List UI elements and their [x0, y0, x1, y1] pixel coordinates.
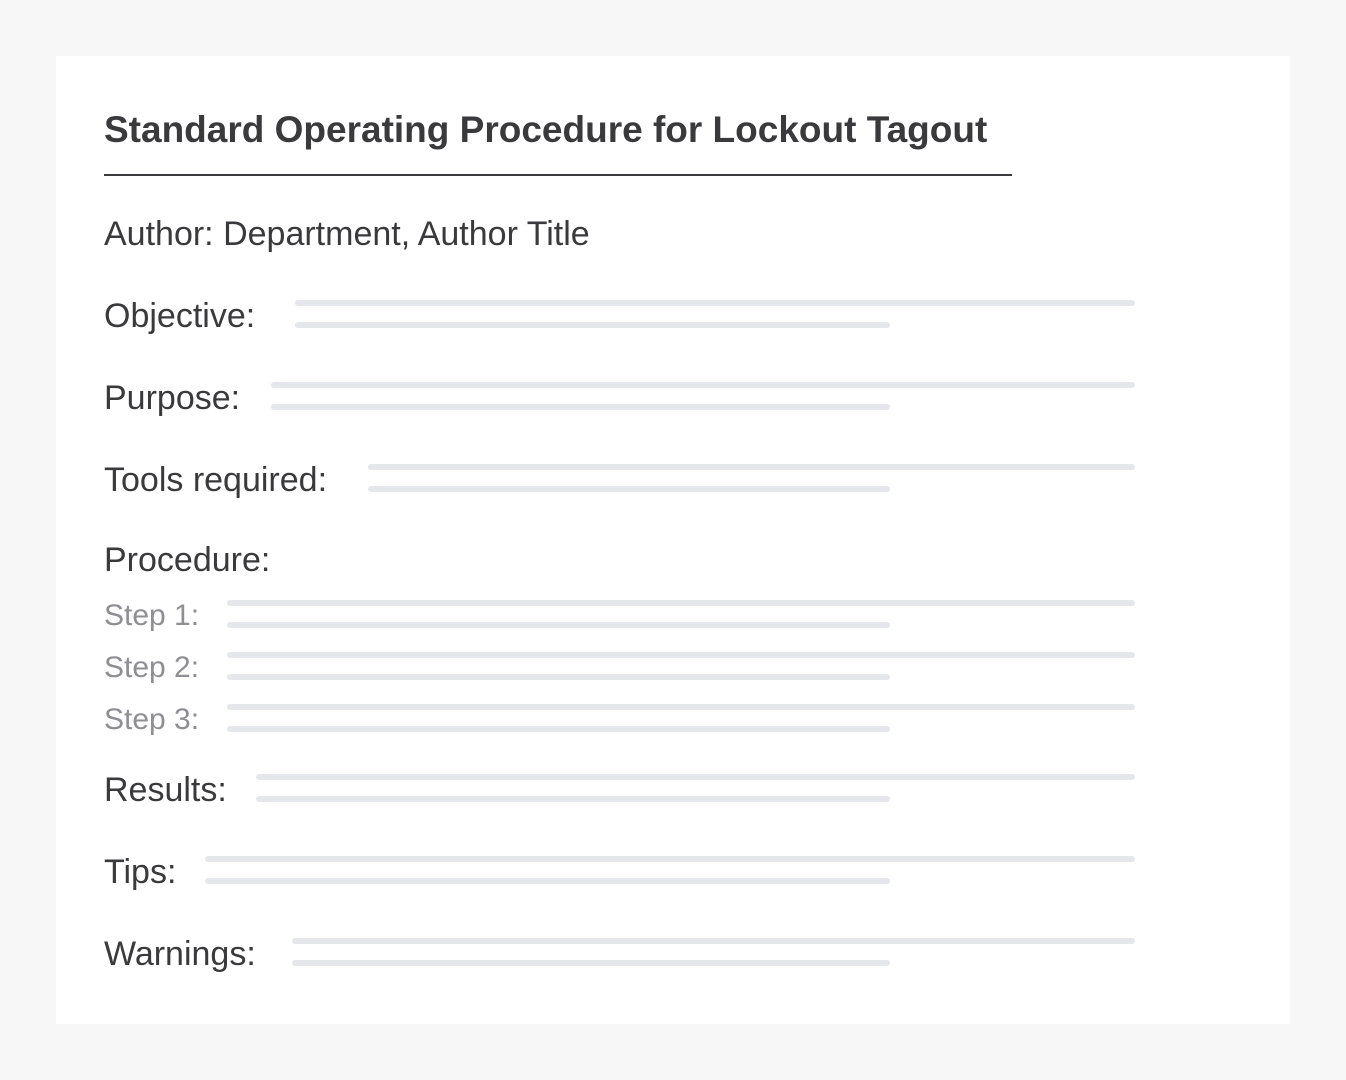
step-2-placeholder-line-2	[227, 674, 890, 680]
objective-placeholder-line-2	[295, 322, 890, 328]
step-3-label: Step 3:	[104, 703, 200, 736]
step-1-placeholder-line-1	[227, 600, 1135, 606]
document-card	[56, 56, 1290, 1024]
objective-label: Objective:	[104, 297, 256, 335]
tools-label: Tools required:	[104, 461, 328, 499]
objective-row	[104, 294, 1144, 334]
step-2-placeholder-line-1	[227, 652, 1135, 658]
purpose-row	[104, 376, 1144, 416]
tools-placeholder-line-1	[368, 464, 1135, 470]
procedure-heading: Procedure:	[104, 541, 271, 579]
results-placeholder-line-1	[256, 774, 1135, 780]
step-3-row	[104, 700, 1144, 740]
tools-placeholder-line-2	[368, 486, 890, 492]
warnings-placeholder-line-1	[292, 938, 1135, 944]
step-3-placeholder-line-1	[227, 704, 1135, 710]
step-3-placeholder-line-2	[227, 726, 890, 732]
tips-label: Tips:	[104, 853, 177, 891]
title-underline	[104, 174, 1012, 176]
step-1-placeholder-line-2	[227, 622, 890, 628]
step-2-label: Step 2:	[104, 651, 200, 684]
purpose-label: Purpose:	[104, 379, 241, 417]
document-title: Standard Operating Procedure for Lockout Tagout	[104, 109, 988, 150]
tips-placeholder-line-1	[205, 856, 1135, 862]
results-row	[104, 768, 1144, 808]
results-label: Results:	[104, 771, 227, 809]
tips-row	[104, 850, 1144, 890]
warnings-label: Warnings:	[104, 935, 256, 973]
warnings-row	[104, 932, 1144, 972]
step-1-label: Step 1:	[104, 599, 200, 632]
step-1-row	[104, 596, 1144, 636]
step-2-row	[104, 648, 1144, 688]
objective-placeholder-line-1	[295, 300, 1135, 306]
purpose-placeholder-line-2	[271, 404, 890, 410]
purpose-placeholder-line-1	[271, 382, 1135, 388]
warnings-placeholder-line-2	[292, 960, 890, 966]
results-placeholder-line-2	[256, 796, 890, 802]
tips-placeholder-line-2	[205, 878, 890, 884]
tools-row	[104, 458, 1144, 498]
author-line: Author: Department, Author Title	[104, 215, 590, 253]
